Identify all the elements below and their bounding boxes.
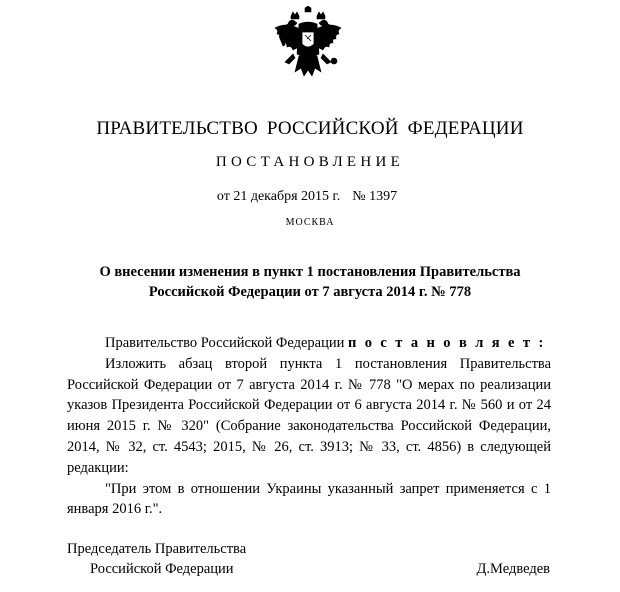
signatory-title-line-1: Председатель Правительства (67, 541, 247, 557)
subject-line-2: Российской Федерации от 7 августа 2014 г. № 778 (148, 284, 472, 300)
document-city: МОСКВА (285, 217, 335, 228)
body-paragraph-amendment: Изложить абзац второй пункта 1 постановления Правительства Российской Федерации от 7 августа 2014 г. № 778 "О мерах по реализации указов Президента Российской Федерации от 6 августа 2014 г. № 560 и от 24 июня 2015 г. № 320" (Собрание законодательства Российской Федерации, 2014, № 32, ст. 4543; 2015, № 26, ст. 3913; № 33, ст. 4856) в следующей редакции: (67, 355, 551, 476)
signatory-name: Д.Медведев (476, 561, 550, 577)
government-title: ПРАВИТЕЛЬСТВО РОССИЙСКОЙ ФЕДЕРАЦИИ (96, 118, 524, 139)
signatory-title-line-2: Российской Федерации (90, 561, 234, 577)
double-headed-eagle-icon (271, 6, 345, 90)
document-subject (0, 262, 620, 302)
document-body (67, 333, 551, 520)
document-number: № 1397 (352, 189, 398, 204)
resolution-clause (67, 333, 551, 354)
document-date: от 21 декабря 2015 г. (216, 189, 341, 204)
document-type: ПОСТАНОВЛЕНИЕ (215, 154, 405, 170)
body-paragraph-quote: "При этом в отношении Украины указанный запрет применяется с 1 января 2016 г.". (67, 480, 551, 518)
subject-line-1: О внесении изменения в пункт 1 постановления Правительства (99, 264, 521, 280)
document-date-line (0, 189, 614, 205)
resolution-subject: Правительство Российской Федерации (105, 335, 348, 351)
resolution-verb: п о с т а н о в л я е т : (347, 335, 546, 351)
